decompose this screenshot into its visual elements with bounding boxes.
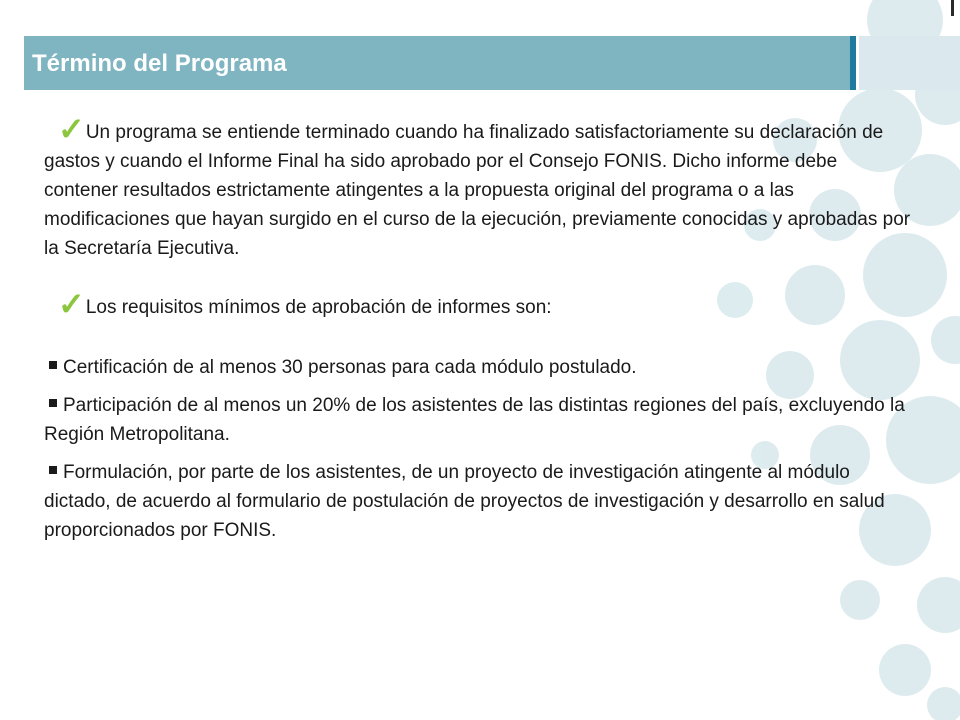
corner-mark — [951, 0, 954, 16]
square-bullet-icon — [49, 361, 57, 369]
paragraph-text: Los requisitos mínimos de aprobación de informes son: — [85, 297, 552, 318]
list-item — [44, 458, 914, 545]
list-item — [44, 391, 914, 449]
paragraph-requirements-intro — [44, 286, 914, 322]
slide-content — [44, 111, 914, 554]
paragraph-program-completion — [44, 111, 914, 263]
requirements-list — [44, 353, 914, 545]
list-item-text: Certificación de al menos 30 personas para cada módulo postulado. — [63, 357, 637, 378]
title-bar — [24, 36, 850, 90]
check-icon: ✓ — [58, 286, 85, 322]
list-item-text: Formulación, por parte de los asistentes, de un proyecto de investigación atingente al módulo dictado, de acuerdo al formulario de postulación de proyectos de investigación y desarrollo en salud proporcionados por FONIS. — [44, 462, 885, 541]
list-item — [44, 353, 914, 382]
square-bullet-icon — [49, 466, 57, 474]
paragraph-text: Un programa se entiende terminado cuando ha finalizado satisfactoriamente su declaración de gastos y cuando el Informe Final ha sido aprobado por el Consejo FONIS. Dicho informe debe contener resultados estrictamente atingentes a la propuesta original del programa o a las modificaciones que hayan surgido en el curso de la ejecución, previamente conocidas y aprobadas por la Secretaría Ejecutiva. — [44, 122, 911, 259]
square-bullet-icon — [49, 399, 57, 407]
title-bar-tail — [859, 36, 960, 90]
check-icon: ✓ — [58, 111, 85, 147]
title-accent-stripe — [850, 36, 856, 90]
list-item-text: Participación de al menos un 20% de los asistentes de las distintas regiones del país, excluyendo la Región Metropolitana. — [44, 395, 905, 445]
page-title: Término del Programa — [32, 50, 287, 77]
